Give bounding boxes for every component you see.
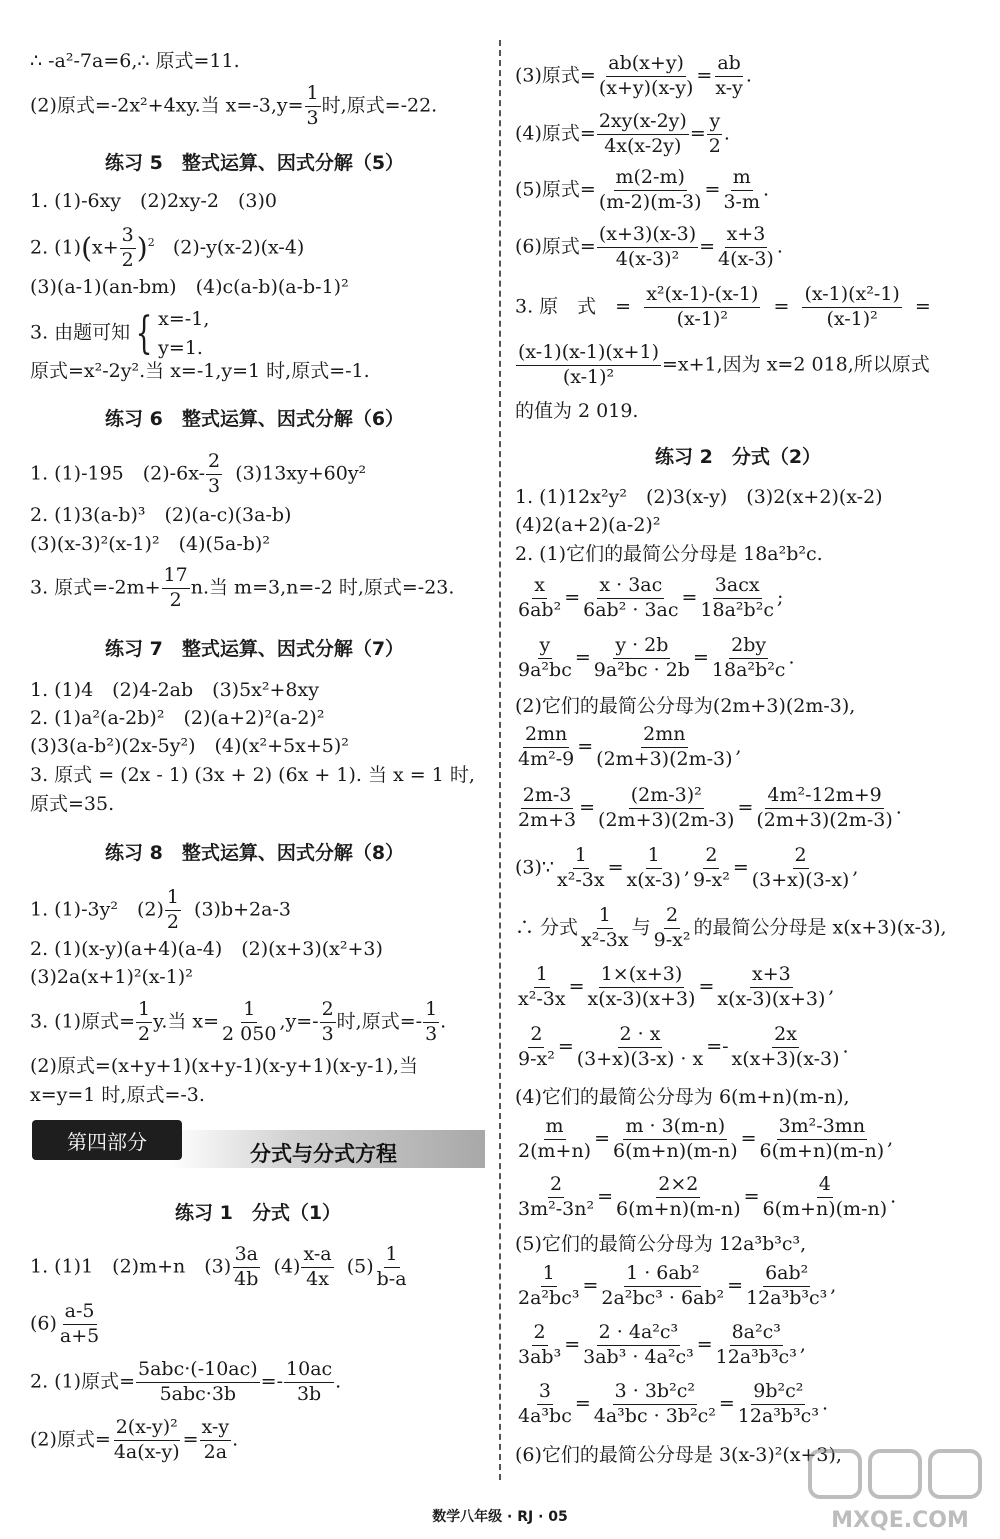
answer-line: $\frac{(x-1)(x-1)(x+1)}{\text{(x-1)²}}$ =x+1,因为 x=2 018,所以原式 bbox=[518, 341, 930, 388]
answer-line: (3)3(a-b²)(2x-5y²) (4)(x²+5x+5)² bbox=[30, 735, 349, 757]
answer-line: 的值为 2 019. bbox=[515, 400, 639, 422]
answer-line: $\frac{2mn}{\text{4m²-9}}$ = $\frac{2mn}{(2m+3)(2m-3)}$ , bbox=[518, 723, 742, 770]
answer-line: 1. (1)-195 (2)-6x- $\frac{2}{3}$ (3)13xy+60y² bbox=[30, 450, 367, 497]
answer-line: $\frac{1}{\text{2a²bc³}}$ = $\frac{\text{1 · 6ab²}}{\text{2a²bc³ · 6ab²}}$ = $\frac{\text{6ab²}}{\text{12a³b³c³}}$ , bbox=[518, 1262, 837, 1309]
page-footer: 数学八年级 · RJ · 05 bbox=[432, 1509, 568, 1525]
answer-line: 原式=x²-2y².当 x=-1,y=1 时,原式=-1. bbox=[30, 360, 370, 382]
answer-line: $\frac{m}{2(m+n)}$ = $\frac{m \cdot 3(m-n)}{6(m+n)(m-n)}$ = $\frac{\text{3m²-3mn}}{6(m+n)(m-n)}$ , bbox=[518, 1115, 894, 1162]
answer-line: $\frac{x}{\text{6ab²}}$ = $\frac{x \cdot 3ac}{\text{6ab² · 3ac}}$ = $\frac{\text{3acx}}{\text{18a²b²c}}$ ; bbox=[518, 574, 784, 621]
exercise-heading: 练习 1 分式（1） bbox=[175, 1202, 342, 1224]
exercise-heading: 练习 6 整式运算、因式分解（6） bbox=[105, 408, 405, 430]
part-banner bbox=[30, 1120, 485, 1172]
answer-line: (5)它们的最简公分母为 12a³b³c³, bbox=[515, 1233, 807, 1255]
part-tag: 第四部分 bbox=[32, 1120, 182, 1160]
answer-line: (3)原式= $\frac{ab(x+y)}{(x+y)(x-y)}$ = $\frac{ab}{x-y}$ . bbox=[515, 52, 752, 99]
answer-line: ∴ 分式 $\frac{1}{\text{x²-3x}}$ 与 $\frac{2}{\text{9-x²}}$ 的最简公分母是 x(x+3)(x-3), bbox=[515, 904, 947, 951]
answer-line: (4)2(a+2)(a-2)² bbox=[515, 514, 661, 536]
answer-line: 1. (1)1 (2)m+n (3) $\frac{3a}{4b}$ (4) $\frac{x-a}{4x}$ (5) $\frac{1}{b-a}$ bbox=[30, 1243, 407, 1290]
answer-line: (6) $\frac{a-5}{a+5}$ bbox=[30, 1300, 100, 1347]
answer-line: $\frac{2m-3}{2m+3}$ = $\frac{\text{(2m-3)²}}{(2m+3)(2m-3)}$ = $\frac{\text{4m²-12m+9}}{(2m+3)(2m-3)}$ . bbox=[518, 784, 902, 831]
answer-line: 2. (1)(x+ $\frac{3}{2}$ )$^2$ (2)-y(x-2)(x-4) bbox=[30, 224, 305, 271]
answer-line: 1. (1)-6xy (2)2xy-2 (3)0 bbox=[30, 190, 278, 212]
answer-line: 3. 原式=-2m+ $\frac{17}{2}$ n.当 m=3,n=-2 时,原式=-23. bbox=[30, 564, 455, 611]
answer-line: (2)它们的最简公分母为(2m+3)(2m-3), bbox=[515, 695, 856, 717]
answer-line: (3)(a-1)(an-bm) (4)c(a-b)(a-b-1)² bbox=[30, 276, 349, 298]
answer-line: $\frac{y}{\text{9a²bc}}$ = $\frac{y \cdot 2b}{\text{9a²bc · 2b}}$ = $\frac{2by}{\text{18a²b²c}}$ . bbox=[518, 634, 795, 681]
exercise-heading: 练习 5 整式运算、因式分解（5） bbox=[105, 152, 405, 174]
answer-line: 3. 由题可知 { x=-1, y=1. bbox=[30, 307, 210, 359]
answer-line: 3. (1)原式= $\frac{1}{2}$ y.当 x= $\frac{1}{2 050}$ ,y=- $\frac{2}{3}$ 时,原式=- $\frac{1}{3}$ . bbox=[30, 998, 447, 1045]
answer-line: (4)它们的最简公分母为 6(m+n)(m-n), bbox=[515, 1086, 850, 1108]
answer-line: 2. (1)它们的最简公分母是 18a²b²c. bbox=[515, 543, 823, 565]
svg-text:MXQE.COM: MXQE.COM bbox=[831, 1508, 969, 1533]
answer-line: 2. (1)原式= $\frac{\text{5abc·(-10ac)}}{\text{5abc·3b}}$ =- $\frac{10ac}{3b}$ . bbox=[30, 1358, 342, 1405]
column-divider bbox=[499, 40, 501, 1480]
answer-line: (2)原式=(x+y+1)(x+y-1)(x-y+1)(x-y-1),当 bbox=[30, 1055, 419, 1077]
answer-line: 3. 原 式 = $\frac{\text{x²(x-1)-(x-1)}}{\text{(x-1)²}}$ = $\frac{\text{(x-1)(x²-1)}}{\text{(x-1)²}}$ = bbox=[515, 283, 931, 330]
exercise-heading: 练习 8 整式运算、因式分解（8） bbox=[105, 842, 405, 864]
answer-line: 1. (1)12x²y² (2)3(x-y) (3)2(x+2)(x-2) bbox=[515, 486, 883, 508]
answer-line: (6)它们的最简公分母是 3(x-3)²(x+3), bbox=[515, 1444, 842, 1466]
answer-line: (3)∵ $\frac{1}{\text{x²-3x}}$ = $\frac{1}{x(x-3)}$ , $\frac{2}{\text{9-x²}}$ = $\frac{2}{(3+x)(3-x)}$ , bbox=[515, 844, 859, 891]
answer-line: (5)原式= $\frac{m(2-m)}{(m-2)(m-3)}$ = $\frac{m}{3-m}$ . bbox=[515, 166, 770, 213]
answer-line: 2. (1)(x-y)(a+4)(a-4) (2)(x+3)(x²+3) bbox=[30, 938, 383, 960]
answer-line: $\frac{3}{\text{4a³bc}}$ = $\frac{\text{3 · 3b²c²}}{\text{4a³bc · 3b²c²}}$ = $\frac{\text{9b²c²}}{\text{12a³b³c³}}$ . bbox=[518, 1380, 828, 1427]
answer-line: ∴ -a²-7a=6,∴ 原式=11. bbox=[30, 50, 240, 72]
answer-line: 1. (1)4 (2)4-2ab (3)5x²+8xy bbox=[30, 679, 319, 701]
answer-line: (2)原式= $\frac{\text{2(x-y)²}}{4a(x-y)}$ = $\frac{x-y}{2a}$ . bbox=[30, 1416, 239, 1463]
answer-line: (4)原式= $\frac{2xy(x-2y)}{4x(x-2y)}$ = $\frac{y}{2}$ . bbox=[515, 110, 730, 157]
answer-line: (6)原式= $\frac{(x+3)(x-3)}{\text{4(x-3)²}}$ = $\frac{x+3}{4(x-3)}$ . bbox=[515, 223, 783, 270]
answer-line: 原式=35. bbox=[30, 793, 115, 815]
answer-line: 2. (1)a²(a-2b)² (2)(a+2)²(a-2)² bbox=[30, 707, 325, 729]
exercise-heading: 练习 7 整式运算、因式分解（7） bbox=[105, 638, 405, 660]
part-title: 分式与分式方程 bbox=[250, 1142, 397, 1166]
answer-line: 2. (1)3(a-b)³ (2)(a-c)(3a-b) bbox=[30, 504, 292, 526]
exercise-heading: 练习 2 分式（2） bbox=[655, 446, 822, 468]
answer-line: $\frac{2}{\text{9-x²}}$ = $\frac{2 \cdot x}{(3+x)(3-x) \cdot x}$ =- $\frac{2x}{x(x+3)(x-3)}$ . bbox=[518, 1023, 849, 1070]
answer-line: (2)原式=-2x²+4xy.当 x=-3,y= $\frac{1}{3}$ 时,原式=-22. bbox=[30, 82, 438, 129]
answer-line: $\frac{1}{\text{x²-3x}}$ = $\frac{1\times(x+3)}{x(x-3)(x+3)}$ = $\frac{x+3}{x(x-3)(x+3)}$ , bbox=[518, 963, 835, 1010]
answer-line: 3. 原式 = (2x - 1) (3x + 2) (6x + 1). 当 x = 1 时, bbox=[30, 764, 475, 786]
answer-line: x=y=1 时,原式=-3. bbox=[30, 1084, 205, 1106]
answer-line: $\frac{2}{\text{3ab³}}$ = $\frac{\text{2 · 4a²c³}}{\text{3ab³ · 4a²c³}}$ = $\frac{\text{8a²c³}}{\text{12a³b³c³}}$ , bbox=[518, 1321, 806, 1368]
answer-line: $\frac{2}{\text{3m²-3n²}}$ = $\frac{2\times 2}{6(m+n)(m-n)}$ = $\frac{4}{6(m+n)(m-n)}$ . bbox=[518, 1173, 897, 1220]
answer-line: (3)2a(x+1)²(x-1)² bbox=[30, 966, 193, 988]
answer-line: (3)(x-3)²(x-1)² (4)(5a-b)² bbox=[30, 533, 270, 555]
answer-line: 1. (1)-3y² (2) $\frac{1}{2}$ (3)b+2a-3 bbox=[30, 886, 291, 933]
